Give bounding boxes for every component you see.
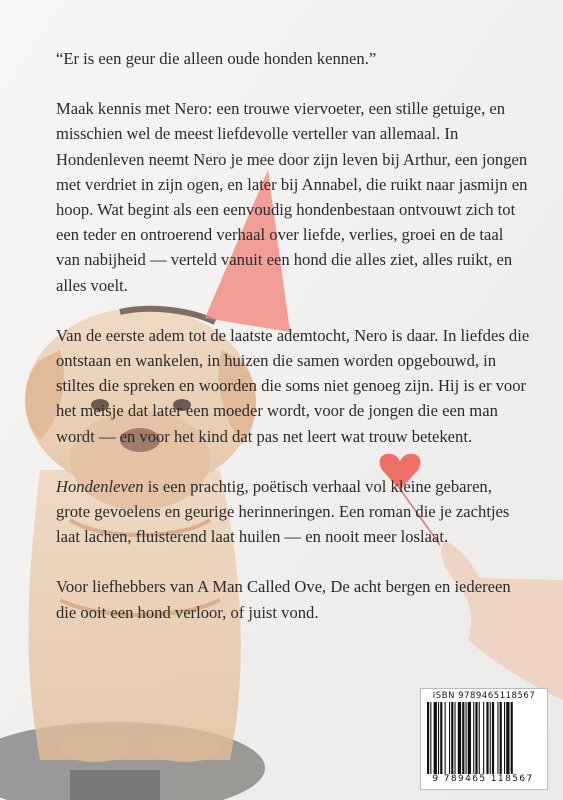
blurb-paragraph-1: Maak kennis met Nero: een trouwe viervoeter, een stille getuige, en misschien wel de meest liefdevolle verteller van allemaal. In Hondenleven neemt Nero je mee door zijn leven bij Arthur, een jongen met verdriet in zijn ogen, en later bij Annabel, die ruikt naar jasmijn en hoop. Wat begint als een eenvoudig hondenbestaan ontvouwt zich tot een teder en ontroerend verhaal over liefde, verlies, groei en de taal van nabijheid — verteld vanuit een hond die alles ziet, alles ruikt, en alles voelt.	[56, 99, 528, 295]
barcode-bar	[506, 702, 509, 774]
barcode-bar	[479, 702, 480, 774]
blurb-paragraph-3-text: is een prachtig, poëtisch verhaal vol kleine gebaren, grote gevoelens en geurige herinneringen. Een roman die je zachtjes laat lachen, fluisterend laat huilen — en nooit meer loslaat.	[56, 476, 510, 547]
barcode-bar	[455, 702, 456, 774]
barcode-bar	[483, 702, 484, 774]
blurb-paragraph-2: Van de eerste adem tot de laatste ademtocht, Nero is daar. In liefdes die ontstaan en wankelen, in huizen die samen worden opgebouwd, in stiltes die spreken en woorden die soms niet genoeg zijn. Hij is er voor het meisje dat later een moeder wordt, voor de jongen die een man wordt — en voor het kind dat pas net leert wat trouw betekent.	[56, 325, 530, 446]
blurb	[56, 46, 530, 650]
opening-quote: “Er is een geur die alleen oude honden kennen.”	[56, 49, 377, 68]
barcode-bar	[440, 702, 442, 774]
table-base	[70, 770, 160, 800]
barcode-bar	[473, 702, 474, 774]
barcode-bar	[449, 702, 450, 774]
barcode-bars	[427, 702, 541, 774]
barcode-bar	[490, 702, 491, 774]
blurb-paragraph-3	[56, 474, 530, 550]
barcode-bar	[497, 702, 498, 774]
barcode-bar	[466, 702, 467, 774]
isbn-barcode	[420, 688, 548, 790]
isbn-digits: 9 789465 118567	[432, 774, 534, 784]
barcode-bar	[438, 702, 439, 774]
barcode-bar	[475, 702, 477, 774]
barcode-bar	[500, 702, 502, 774]
barcode-bar	[504, 702, 505, 774]
barcode-bar	[445, 702, 446, 774]
barcode-bar	[468, 702, 471, 774]
barcode-bar	[492, 702, 494, 774]
barcode-bar	[451, 702, 453, 774]
blurb-paragraph-4: Voor liefhebbers van A Man Called Ove, De acht bergen en iedereen die ooit een hond verloor, of juist vond.	[56, 577, 511, 622]
barcode-bar	[434, 702, 437, 774]
barcode-bar	[462, 702, 464, 774]
barcode-bar	[430, 702, 431, 774]
barcode-bar	[511, 702, 513, 774]
isbn-label: ISBN 9789465118567	[432, 690, 536, 700]
barcode-bar	[486, 702, 488, 774]
barcode-bar	[458, 702, 461, 774]
barcode-bar	[427, 702, 429, 774]
book-title: Hondenleven	[56, 476, 144, 496]
